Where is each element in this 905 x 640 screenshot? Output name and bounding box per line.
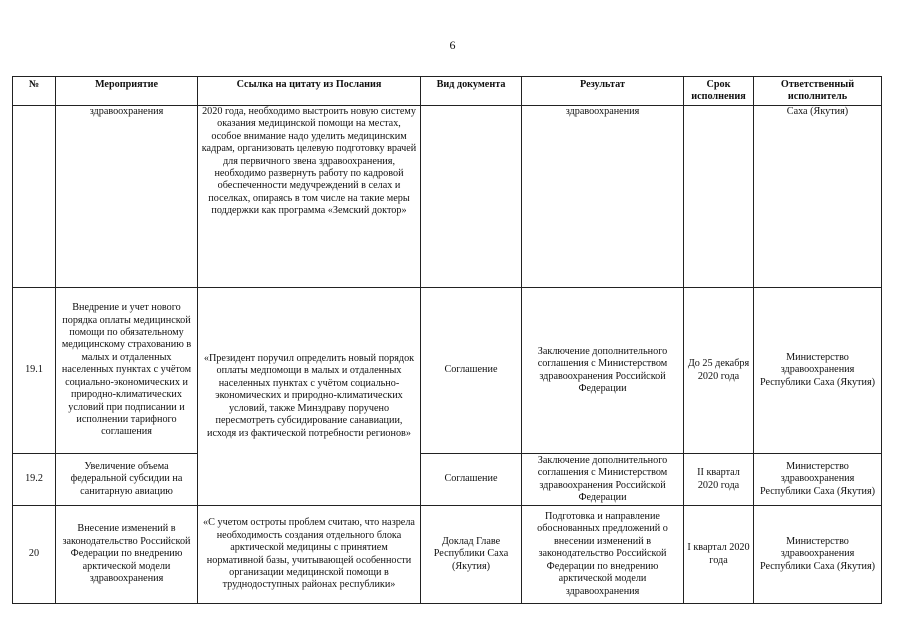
cell-event: Внедрение и учет нового порядка оплаты медицинской помощи по обязательному медицинскому страхованию в малых и отдаленных населенных пунктах с учётом социально-экономических и природно-климатических условий при подписании и исполнении тарифного соглашения [56,288,198,454]
cell-deadline: До 25 декабря 2020 года [684,288,754,454]
table-row [13,106,882,288]
header-doc-type: Вид документа [421,77,522,106]
cell-doc-type [421,106,522,288]
table-row [13,288,882,454]
cell-num: 19.2 [13,454,56,506]
cell-doc-type: Соглашение [421,454,522,506]
page-number: 6 [449,38,456,52]
cell-quote: «Президент поручил определить новый порядок оплаты медпомощи в малых и отдаленных населенных пунктах с учётом социально-экономических и природно-климатических условий, также Минздраву поручено пересмотреть субсидирование санавиации, исходя из фактической потребности регионов» [198,288,421,506]
header-deadline: Срок исполнения [684,77,754,106]
cell-responsible: Министерство здравоохранения Республики Саха (Якутия) [754,288,882,454]
header-quote: Ссылка на цитату из Послания [198,77,421,106]
cell-responsible: Министерство здравоохранения Республики Саха (Якутия) [754,454,882,506]
cell-num: 20 [13,506,56,604]
cell-result: Заключение дополнительного соглашения с Министерством здравоохранения Российской Федерации [522,454,684,506]
cell-num [13,106,56,288]
cell-quote: «С учетом остроты проблем считаю, что назрела необходимость создания отдельного блока арктической медицины с принятием нормативной базы, учитывающей особенности организации медицинской помощи в труднодоступных районах республики» [198,506,421,604]
header-event: Мероприятие [56,77,198,106]
cell-deadline: II квартал 2020 года [684,454,754,506]
header-responsible: Ответственный исполнитель [754,77,882,106]
cell-deadline [684,106,754,288]
header-result: Результат [522,77,684,106]
cell-responsible: Министерство здравоохранения Республики Саха (Якутия) [754,506,882,604]
cell-result: Подготовка и направление обоснованных предложений о внесении изменений в законодательство Российской Федерации по внедрению арктической модели здравоохранения [522,506,684,604]
table-row [13,506,882,604]
header-row [13,77,882,106]
cell-doc-type: Соглашение [421,288,522,454]
cell-event: Увеличение объема федеральной субсидии на санитарную авиацию [56,454,198,506]
cell-responsible: Саха (Якутия) [754,106,882,288]
cell-deadline: I квартал 2020 года [684,506,754,604]
cell-quote: 2020 года, необходимо выстроить новую систему оказания медицинской помощи на местах, особое внимание надо уделить медицинским кадрам, организовать целевую подготовку врачей для первичного звена здравоохранения, необходимо развернуть работу по кадровой обеспеченности медучреждений в селах и поселках, опираясь в том числе на такие меры поддержки как программа «Земский доктор» [198,106,421,288]
table-row [13,454,882,506]
header-num: № [13,77,56,106]
cell-event: Внесение изменений в законодательство Российской Федерации по внедрению арктической модели здравоохранения [56,506,198,604]
cell-num: 19.1 [13,288,56,454]
cell-result: Заключение дополнительного соглашения с Министерством здравоохранения Российской Федерации [522,288,684,454]
action-plan-table [12,76,882,604]
cell-doc-type: Доклад Главе Республики Саха (Якутия) [421,506,522,604]
cell-event: здравоохранения [56,106,198,288]
cell-result: здравоохранения [522,106,684,288]
